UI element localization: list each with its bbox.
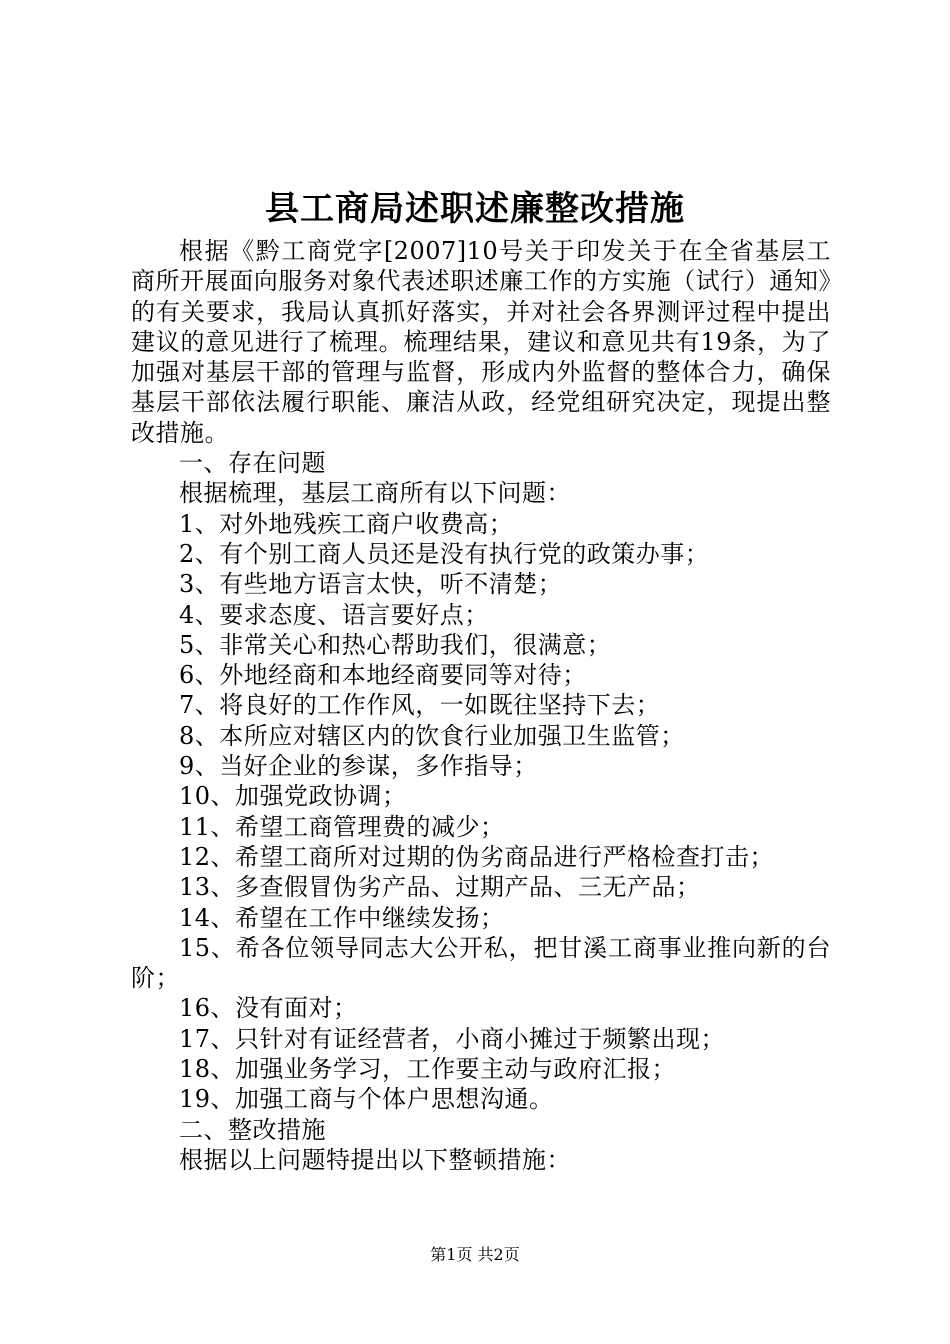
- list-item: 7、将良好的工作作风，一如既往坚持下去；: [179, 691, 661, 720]
- section-heading-measures: 二、整改措施: [179, 1115, 326, 1144]
- list-item: 13、多查假冒伪劣产品、过期产品、三无产品；: [179, 873, 701, 902]
- page-footer: 第1页 共2页: [430, 1245, 520, 1264]
- list-item: 14、希望在工作中继续发扬；: [179, 903, 505, 932]
- problems-intro: 根据梳理，基层工商所有以下问题：: [179, 479, 571, 508]
- measures-intro: 根据以上问题特提出以下整顿措施：: [179, 1145, 571, 1174]
- list-item: 16、没有面对；: [179, 994, 358, 1023]
- list-item: 4、要求态度、语言要好点；: [179, 600, 489, 629]
- list-item: 6、外地经商和本地经商要同等对待；: [179, 661, 587, 690]
- document-title: 县工商局述职述廉整改措施: [265, 189, 685, 229]
- document-body: [131, 236, 831, 1175]
- list-item: 12、希望工商所对过期的伪劣商品进行严格检查打击；: [179, 842, 775, 871]
- list-item: 15、希各位领导同志大公开私，把甘溪工商事业推向新的台阶；: [131, 933, 831, 993]
- list-item: 9、当好企业的参谋，多作指导；: [179, 752, 538, 781]
- list-item: 1、对外地残疾工商户收费高；: [179, 509, 514, 538]
- list-item: 8、本所应对辖区内的饮食行业加强卫生监管；: [179, 721, 685, 750]
- list-item: 2、有个别工商人员还是没有执行党的政策办事；: [179, 539, 710, 568]
- list-item: 17、只针对有证经营者，小商小摊过于频繁出现；: [179, 1024, 726, 1053]
- section-heading-problems: 一、存在问题: [179, 449, 326, 478]
- list-item: 18、加强业务学习，工作要主动与政府汇报；: [179, 1055, 677, 1084]
- list-item: 3、有些地方语言太快，听不清楚；: [179, 570, 563, 599]
- list-item: 19、加强工商与个体户思想沟通。: [179, 1085, 554, 1114]
- intro-paragraph: 根据《黔工商党字[2007]10号关于印发关于在全省基层工商所开展面向服务对象代表述职述廉工作的方实施（试行）通知》的有关要求，我局认真抓好落实，并对社会各界测评过程中提出建议的意见进行了梳理。梳理结果，建议和意见共有19条，为了加强对基层干部的管理与监督，形成内外监督的整体合力，确保基层干部依法履行职能、廉洁从政，经党组研究决定，现提出整改措施。: [131, 237, 831, 447]
- list-item: 10、加强党政协调；: [179, 782, 407, 811]
- list-item: 11、希望工商管理费的减少；: [179, 812, 505, 841]
- list-item: 5、非常关心和热心帮助我们，很满意；: [179, 630, 612, 659]
